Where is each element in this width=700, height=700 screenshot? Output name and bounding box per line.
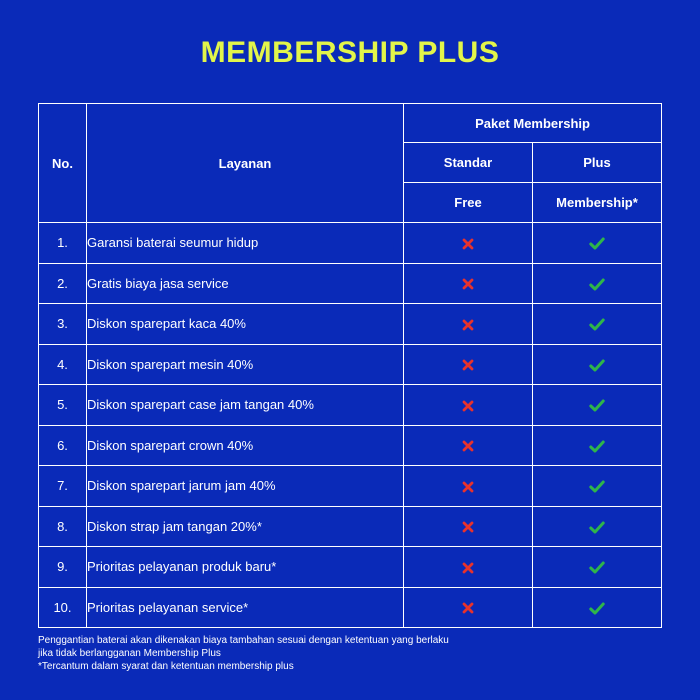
plus-status (533, 466, 662, 507)
header-package-group: Paket Membership (404, 104, 662, 143)
row-number: 9. (39, 547, 87, 588)
cross-icon (462, 478, 474, 493)
standard-status (404, 304, 533, 345)
row-number: 4. (39, 344, 87, 385)
check-icon (589, 235, 605, 250)
header-plus: Plus (533, 143, 662, 183)
cross-icon (462, 235, 474, 250)
row-number: 1. (39, 223, 87, 264)
row-number: 6. (39, 425, 87, 466)
check-icon (589, 438, 605, 453)
header-standard-price: Free (404, 183, 533, 223)
standard-status (404, 344, 533, 385)
table-row (39, 587, 662, 628)
standard-status (404, 547, 533, 588)
cross-icon (462, 600, 474, 615)
table-row (39, 304, 662, 345)
cross-icon (462, 397, 474, 412)
table-row (39, 344, 662, 385)
footnote-line-3: *Tercantum dalam syarat dan ketentuan membership plus (38, 661, 294, 672)
plus-status (533, 587, 662, 628)
header-service: Layanan (87, 104, 404, 223)
header-plus-price: Membership* (533, 183, 662, 223)
table-row (39, 506, 662, 547)
standard-status (404, 223, 533, 264)
row-service: Gratis biaya jasa service (87, 263, 404, 304)
standard-status (404, 263, 533, 304)
standard-status (404, 425, 533, 466)
standard-status (404, 587, 533, 628)
plus-status (533, 506, 662, 547)
row-service: Diskon sparepart crown 40% (87, 425, 404, 466)
cross-icon (462, 438, 474, 453)
plus-status (533, 304, 662, 345)
row-service: Diskon sparepart jarum jam 40% (87, 466, 404, 507)
page-title: MEMBERSHIP PLUS (200, 36, 500, 69)
membership-table (38, 103, 662, 628)
cross-icon (462, 357, 474, 372)
check-icon (589, 519, 605, 534)
cross-icon (462, 519, 474, 534)
check-icon (589, 478, 605, 493)
row-number: 8. (39, 506, 87, 547)
cross-icon (462, 559, 474, 574)
row-service: Diskon sparepart case jam tangan 40% (87, 385, 404, 426)
header-standard: Standar (404, 143, 533, 183)
footnote-line-2: jika tidak berlangganan Membership Plus (38, 648, 221, 659)
table-row (39, 425, 662, 466)
footnote-line-1: Penggantian baterai akan dikenakan biaya tambahan sesuai dengan ketentuan yang berlaku (38, 635, 449, 646)
table-row (39, 466, 662, 507)
check-icon (589, 316, 605, 331)
row-service: Diskon sparepart mesin 40% (87, 344, 404, 385)
row-service: Prioritas pelayanan produk baru* (87, 547, 404, 588)
check-icon (589, 397, 605, 412)
row-service: Diskon strap jam tangan 20%* (87, 506, 404, 547)
check-icon (589, 276, 605, 291)
plus-status (533, 385, 662, 426)
plus-status (533, 223, 662, 264)
table-row (39, 223, 662, 264)
footnotes (38, 634, 658, 673)
check-icon (589, 357, 605, 372)
row-number: 3. (39, 304, 87, 345)
row-number: 7. (39, 466, 87, 507)
row-service: Garansi baterai seumur hidup (87, 223, 404, 264)
plus-status (533, 263, 662, 304)
table-row (39, 547, 662, 588)
row-number: 5. (39, 385, 87, 426)
table-row (39, 385, 662, 426)
check-icon (589, 600, 605, 615)
cross-icon (462, 316, 474, 331)
plus-status (533, 547, 662, 588)
plus-status (533, 344, 662, 385)
row-number: 10. (39, 587, 87, 628)
row-service: Prioritas pelayanan service* (87, 587, 404, 628)
cross-icon (462, 276, 474, 291)
standard-status (404, 385, 533, 426)
check-icon (589, 559, 605, 574)
header-no: No. (39, 104, 87, 223)
plus-status (533, 425, 662, 466)
row-number: 2. (39, 263, 87, 304)
row-service: Diskon sparepart kaca 40% (87, 304, 404, 345)
table-body (39, 223, 662, 628)
standard-status (404, 506, 533, 547)
table-row (39, 263, 662, 304)
standard-status (404, 466, 533, 507)
